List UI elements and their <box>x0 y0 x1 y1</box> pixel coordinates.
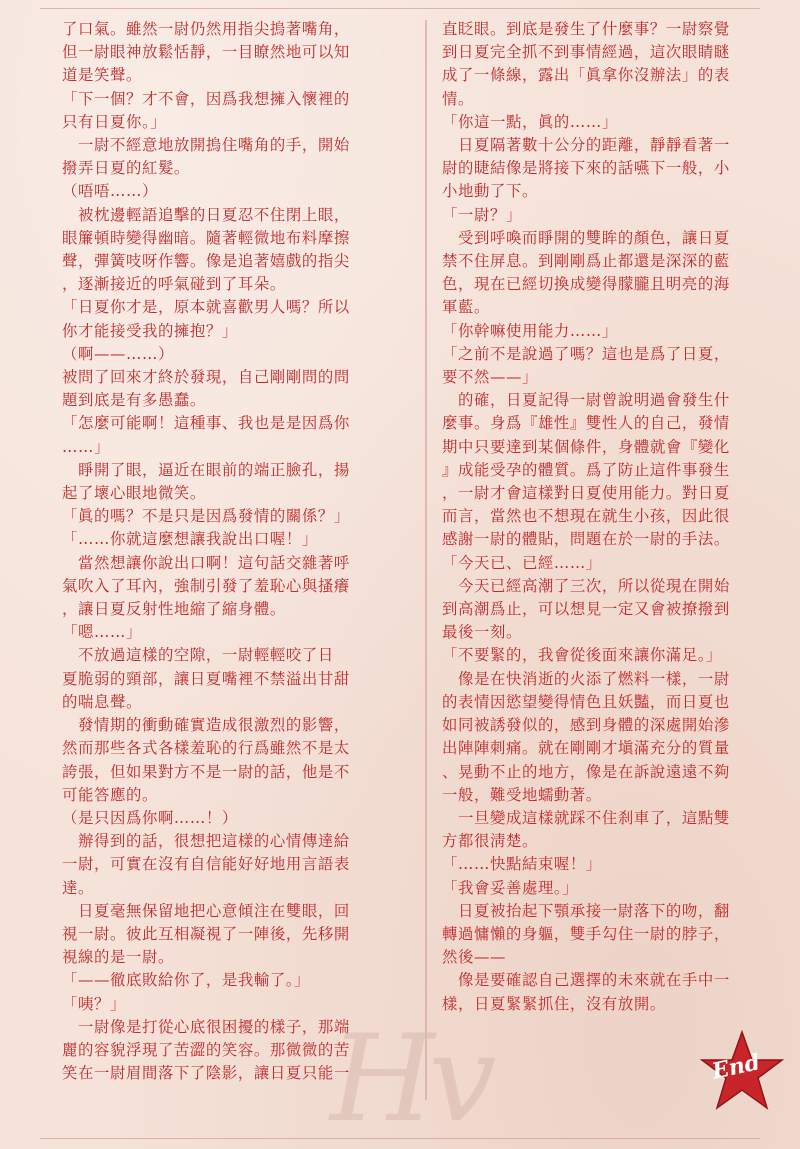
text-line: 笑在一尉眉間落下了陰影，讓日夏只能一 <box>62 1064 350 1083</box>
text-line: 「你幹嘛使用能力……」 <box>442 321 618 340</box>
hv-watermark-logo: Hv <box>330 1010 491 1149</box>
text-line: 「……快點結束喔！」 <box>442 855 602 874</box>
text-line: 睜開了眼，逼近在眼前的端正臉孔，揚 <box>62 460 350 479</box>
text-line: 「我會妥善處理。」 <box>442 878 579 897</box>
right-text-column <box>442 18 777 1016</box>
text-line: 日夏毫無保留地把心意傾注在雙眼，回 <box>62 901 350 920</box>
text-line: 一尉，可實在沒有自信能好好地用言語表 <box>62 855 350 874</box>
text-line: 日夏被抬起下顎承接一尉落下的吻，翻 <box>442 901 730 920</box>
left-text-column <box>62 18 397 1085</box>
text-line: 出陣陣刺痛。就在剛剛才塡滿充分的質量 <box>442 739 730 758</box>
text-line: 然而那些各式各樣羞恥的行爲雖然不是太 <box>62 739 350 758</box>
text-line: 的表情因慾望變得情色且妖豔，而日夏也 <box>442 692 730 711</box>
text-line: ，一尉才會這樣對日夏使用能力。對日夏 <box>442 484 730 503</box>
text-line: 氣吹入了耳內，強制引發了羞恥心與搔癢 <box>62 576 350 595</box>
text-line: 感謝一尉的體貼，問題在於一尉的手法。 <box>442 530 730 549</box>
text-line: 「不要緊的，我會從後面來讓你滿足。」 <box>442 646 723 665</box>
text-line: 被枕邊輕語追擊的日夏忍不住閉上眼， <box>62 205 350 224</box>
text-line: 聲，彈簧吱呀作響。像是追著嬉戲的指尖 <box>62 252 350 271</box>
column-divider <box>425 20 427 1100</box>
text-line: 辦得到的話，很想把這樣的心情傳達給 <box>62 832 350 851</box>
text-line: 「——徹底敗給你了，是我輸了。」 <box>62 971 311 990</box>
text-line: 直眨眼。到底是發生了什麼事？一尉察覺 <box>442 20 730 38</box>
text-line: 然後—— <box>442 948 506 967</box>
text-line: （是只因爲你啊……！） <box>62 808 238 827</box>
text-line: 方都很淸楚。 <box>442 832 538 851</box>
text-line: 麗的容貌浮現了苦澀的笑容。那微微的苦 <box>62 1040 350 1059</box>
text-line: 色，現在已經切換成變得朦朧且明亮的海 <box>442 275 730 294</box>
text-line: 「之前不是說過了嗎？這也是爲了日夏， <box>442 344 730 363</box>
text-line: 當然想讓你說出口啊！這句話交雜著呼 <box>62 553 350 572</box>
text-line: 「日夏你才是，原本就喜歡男人嗎？所以 <box>62 298 350 317</box>
text-line: 夏脆弱的頸部，讓日夏嘴裡不禁溢出甘甜 <box>62 669 350 688</box>
text-line: 「嗯……」 <box>62 623 142 642</box>
text-line: 一尉像是打從心底很困擾的樣子，那端 <box>62 1017 350 1036</box>
text-line: 到高潮爲止，可以想見一定又會被撩撥到 <box>442 600 730 619</box>
text-line: 一尉不經意地放開摀住嘴角的手，開始 <box>62 136 350 155</box>
text-line: 要不然——」 <box>442 368 538 387</box>
text-line: 視一尉。彼此互相凝視了一陣後，先移開 <box>62 924 350 943</box>
text-line: 道是笑聲。 <box>62 66 142 85</box>
text-line: 麼事。身爲『雄性』雙性人的自己，發情 <box>442 414 730 433</box>
text-line: 題到底是有多愚蠢。 <box>62 391 206 410</box>
text-line: 到日夏完全抓不到事情經過，這次眼睛瞇 <box>442 43 730 62</box>
text-line: 的喘息聲。 <box>62 692 142 711</box>
text-line: 「眞的嗎？不是只是因爲發情的關係？」 <box>62 507 350 526</box>
text-line: 誇張，但如果對方不是一尉的話，他是不 <box>62 762 350 781</box>
text-line: 眼簾頓時變得幽暗。隨著輕微地布料摩擦 <box>62 228 350 247</box>
text-line: ，逐漸接近的呼氣碰到了耳朵。 <box>62 275 286 294</box>
text-line: 「咦？」 <box>62 994 126 1013</box>
text-line: ……」 <box>62 437 110 456</box>
text-line: 發情期的衝動確實造成很激烈的影響， <box>62 716 350 735</box>
text-line: 「怎麼可能啊！這種事、我也是是因爲你 <box>62 414 350 433</box>
text-line: 的確，日夏記得一尉曾說明過會發生什 <box>442 391 730 410</box>
text-line: 情。 <box>442 89 474 108</box>
text-line: 尉的睫結像是將接下來的話嚥下一般，小 <box>442 159 730 178</box>
text-line: 起了壞心眼地微笑。 <box>62 484 206 503</box>
text-line: 而言，當然也不想現在就生小孩，因此很 <box>442 507 730 526</box>
text-line: 禁不住屏息。到剛剛爲止都還是深深的藍 <box>442 252 730 271</box>
text-line: 如同被誘發似的，感到身體的深處開始滲 <box>442 716 730 735</box>
text-line: 不放過這樣的空隙，一尉輕輕咬了日 <box>62 646 334 665</box>
text-line: 一旦變成這樣就踩不住刹車了，這點雙 <box>442 808 730 827</box>
text-line: 今天已經高潮了三次，所以從現在開始 <box>442 576 730 595</box>
text-line: 你才能接受我的擁抱？」 <box>62 321 238 340</box>
text-line: 成了一條線，露出「眞拿你沒辦法」的表 <box>442 66 730 85</box>
text-line: 「下一個？才不會，因爲我想擁入懷裡的 <box>62 89 350 108</box>
text-line: 但一尉眼神放鬆恬靜，一目瞭然地可以知 <box>62 43 350 62</box>
text-line: 轉過慵懶的身軀，雙手勾住一尉的脖子， <box>442 924 730 943</box>
text-line: 被問了回來才終於發現，自己剛剛問的問 <box>62 368 350 387</box>
page-border-top <box>40 8 760 9</box>
text-line: 、晃動不止的地方，像是在訴說遠遠不夠 <box>442 762 730 781</box>
text-line: 小地動了下。 <box>442 182 538 201</box>
text-line: 最後一刻。 <box>442 623 522 642</box>
text-line: 像是要確認自己選擇的未來就在手中一 <box>442 971 730 990</box>
text-line: 達。 <box>62 878 94 897</box>
text-line: 可能答應的。 <box>62 785 158 804</box>
end-label: End <box>709 1049 763 1085</box>
text-line: 』成能受孕的體質。爲了防止這件事發生 <box>442 460 730 479</box>
text-line: 受到呼喚而睜開的雙眸的顏色，讓日夏 <box>442 228 730 247</box>
text-line: 視線的是一尉。 <box>62 948 174 967</box>
text-line: 撥弄日夏的紅髮。 <box>62 159 190 178</box>
text-line: 樣，日夏緊緊抓住，沒有放開。 <box>442 994 666 1013</box>
text-line: 期中只要達到某個條件，身體就會『變化 <box>442 437 730 456</box>
text-line: 軍藍。 <box>442 298 490 317</box>
text-line: （啊——……） <box>62 344 174 363</box>
text-line: 「你這一點，眞的……」 <box>442 112 618 131</box>
text-line: 「……你就這麼想讓我說出口喔！」 <box>62 530 318 549</box>
text-line: 日夏隔著數十公分的距離，靜靜看著一 <box>442 136 730 155</box>
text-line: 像是在快消逝的火添了燃料一樣，一尉 <box>442 669 730 688</box>
text-line: 只有日夏你。」 <box>62 112 167 131</box>
text-line: 「今天已、已經……」 <box>442 553 602 572</box>
text-line: 「一尉？」 <box>442 205 522 224</box>
text-line: ，讓日夏反射性地縮了縮身體。 <box>62 600 286 619</box>
text-line: （唔唔……） <box>62 182 158 201</box>
text-line: 了口氣。雖然一尉仍然用指尖摀著嘴角， <box>62 20 350 38</box>
text-line: 一般，難受地蠕動著。 <box>442 785 602 804</box>
